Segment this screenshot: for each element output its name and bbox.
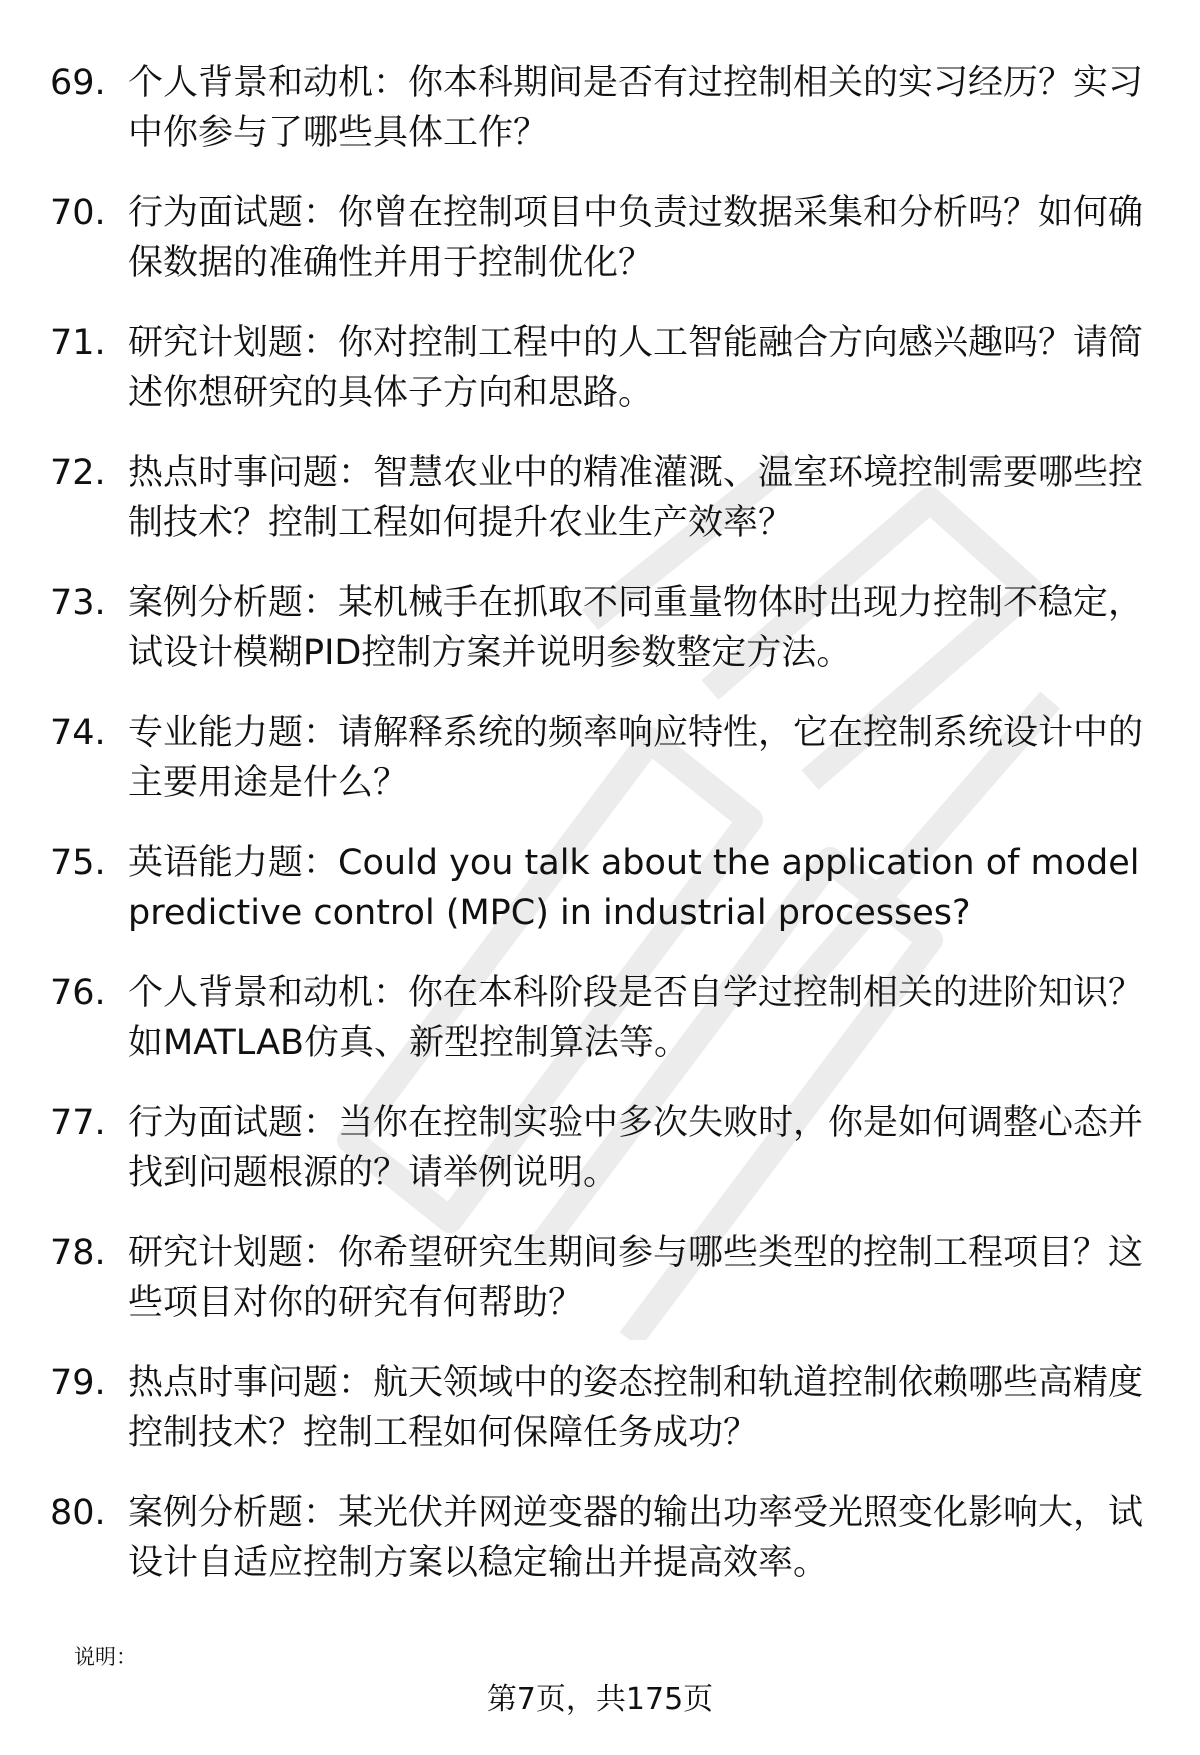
question-item — [50, 188, 1150, 288]
question-text: 热点时事问题：智慧农业中的精准灌溉、温室环境控制需要哪些控制技术？控制工程如何提升农业生产效率？ — [128, 453, 1144, 543]
question-item — [50, 1228, 1150, 1328]
question-number: 71. — [50, 323, 106, 363]
question-text: 个人背景和动机：你本科期间是否有过控制相关的实习经历？实习中你参与了哪些具体工作？ — [128, 63, 1144, 153]
question-text: 专业能力题：请解释系统的频率响应特性，它在控制系统设计中的主要用途是什么？ — [128, 713, 1144, 803]
question-number: 75. — [50, 843, 106, 883]
question-item — [50, 708, 1150, 808]
question-text: 个人背景和动机：你在本科阶段是否自学过控制相关的进阶知识？如MATLAB仿真、新型控制算法等。 — [128, 973, 1144, 1063]
question-list — [50, 58, 1150, 1618]
question-item — [50, 838, 1150, 938]
question-item — [50, 1098, 1150, 1198]
question-number: 79. — [50, 1363, 106, 1403]
question-item — [50, 318, 1150, 418]
question-text: 研究计划题：你希望研究生期间参与哪些类型的控制工程项目？这些项目对你的研究有何帮助？ — [128, 1233, 1144, 1323]
question-text: 英语能力题：Could you talk about the application of model predictive control (MPC) in industrial processes? — [128, 843, 1140, 933]
question-text: 案例分析题：某光伏并网逆变器的输出功率受光照变化影响大，试设计自适应控制方案以稳定输出并提高效率。 — [128, 1493, 1144, 1583]
question-text: 行为面试题：你曾在控制项目中负责过数据采集和分析吗？如何确保数据的准确性并用于控制优化？ — [128, 193, 1144, 283]
question-text: 案例分析题：某机械手在抓取不同重量物体时出现力控制不稳定，试设计模糊PID控制方案并说明参数整定方法。 — [128, 583, 1144, 673]
question-number: 80. — [50, 1493, 106, 1533]
question-item — [50, 968, 1150, 1068]
question-item — [50, 578, 1150, 678]
question-number: 70. — [50, 193, 106, 233]
question-number: 78. — [50, 1233, 106, 1273]
question-item — [50, 1488, 1150, 1588]
question-text: 研究计划题：你对控制工程中的人工智能融合方向感兴趣吗？请简述你想研究的具体子方向和思路。 — [128, 323, 1144, 413]
question-text: 行为面试题：当你在控制实验中多次失败时，你是如何调整心态并找到问题根源的？请举例说明。 — [128, 1103, 1144, 1193]
question-text: 热点时事问题：航天领域中的姿态控制和轨道控制依赖哪些高精度控制技术？控制工程如何保障任务成功？ — [128, 1363, 1144, 1453]
question-number: 72. — [50, 453, 106, 493]
question-number: 69. — [50, 63, 106, 103]
question-number: 73. — [50, 583, 106, 623]
question-number: 74. — [50, 713, 106, 753]
question-number: 77. — [50, 1103, 106, 1143]
question-number: 76. — [50, 973, 106, 1013]
question-item — [50, 448, 1150, 548]
question-item — [50, 58, 1150, 158]
note-label: 说明： — [74, 1645, 137, 1669]
question-item — [50, 1358, 1150, 1458]
page-footer: 第7页，共175页 — [486, 1682, 714, 1717]
